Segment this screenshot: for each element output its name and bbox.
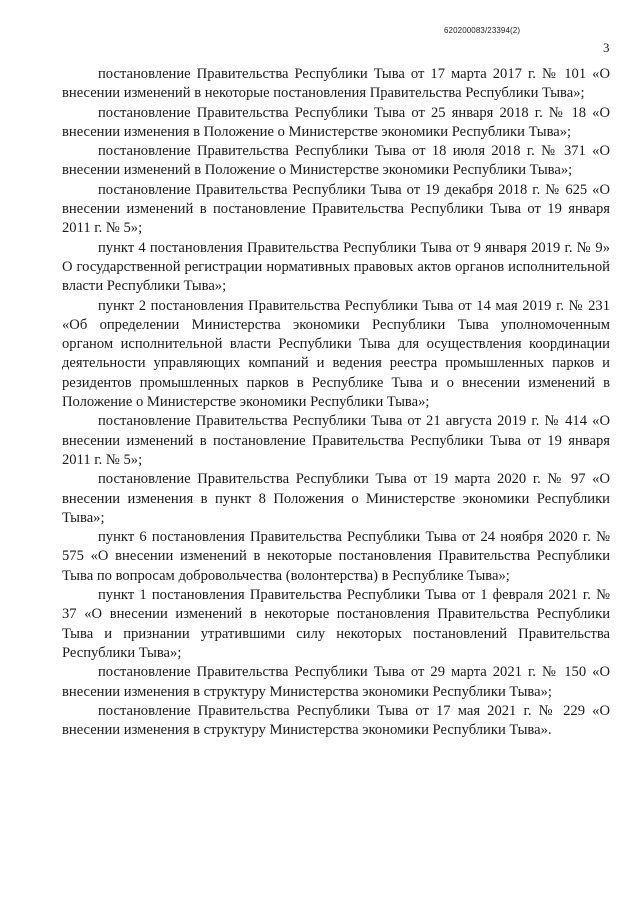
list-item: пункт 2 постановления Правительства Республики Тыва от 14 мая 2019 г. № 231 «Об определении Министерства экономики Республики Тыва уполномоченным органом исполнительной власти Республики Тыва для осуществления координации деятельности управляющих компаний и ведения реестра промышленных парков и резидентов промышленных парков в Республике Тыва и о внесении изменений в Положение о Министерстве экономики Республики Тыва»; <box>62 297 610 411</box>
list-item: постановление Правительства Республики Тыва от 19 марта 2020 г. № 97 «О внесении изменения в пункт 8 Положения о Министерстве экономики Республики Тыва»; <box>62 471 610 526</box>
list-item: постановление Правительства Республики Тыва от 21 августа 2019 г. № 414 «О внесении изменений в постановление Правительства Республики Тыва от 19 января 2011 г. № 5»; <box>62 413 610 468</box>
list-item: пункт 4 постановления Правительства Республики Тыва от 9 января 2019 г. № 9» О государственной регистрации нормативных правовых актов органов исполнительной власти Республики Тыва»; <box>62 239 610 295</box>
document-reference-number: 620200083/23394(2) <box>444 26 521 35</box>
list-item: пункт 6 постановления Правительства Республики Тыва от 24 ноября 2020 г. № 575 «О внесении изменений в некоторые постановления Правительства Республики Тыва по вопросам добровольчества (волонтерства) в Республике Тыва»; <box>62 529 610 584</box>
list-item: постановление Правительства Республики Тыва от 19 декабря 2018 г. № 625 «О внесении изменений в постановление Правительства Республики Тыва от 19 января 2011 г. № 5»; <box>62 181 610 237</box>
page-number: 3 <box>603 40 610 55</box>
list-item: пункт 1 постановления Правительства Республики Тыва от 1 февраля 2021 г. № 37 «О внесении изменений в некоторые постановления Правительства Республики Тыва и признании утратившими силу некоторых постановлений Правительства Республики Тыва»; <box>62 587 610 661</box>
list-item: постановление Правительства Республики Тыва от 25 января 2018 г. № 18 «О внесении изменения в Положение о Министерстве экономики Республики Тыва»; <box>62 104 610 140</box>
list-item: постановление Правительства Республики Тыва от 29 марта 2021 г. № 150 «О внесении изменения в структуру Министерства экономики Республики Тыва»; <box>62 664 610 700</box>
resolutions-list <box>62 65 610 740</box>
list-item: постановление Правительства Республики Тыва от 18 июля 2018 г. № 371 «О внесении изменений в Положение о Министерстве экономики Республики Тыва»; <box>62 143 610 179</box>
list-item: постановление Правительства Республики Тыва от 17 марта 2017 г. № 101 «О внесении изменений в некоторые постановления Правительства Республики Тыва»; <box>62 66 610 102</box>
list-item: постановление Правительства Республики Тыва от 17 мая 2021 г. № 229 «О внесении изменения в структуру Министерства экономики Республики Тыва». <box>62 702 610 739</box>
